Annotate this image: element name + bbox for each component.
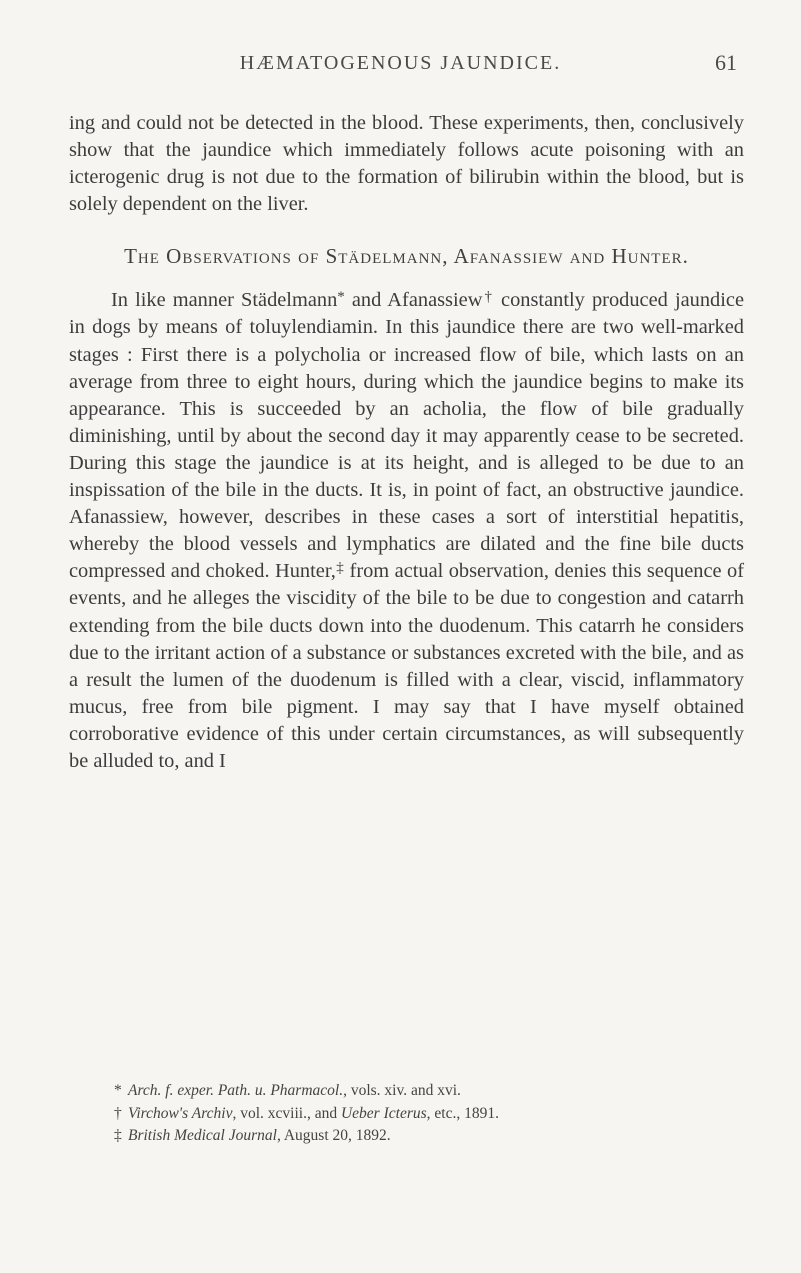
footnotes	[114, 1080, 754, 1148]
footnote	[114, 1103, 754, 1126]
paragraph-text: from actual observation, denies this sequence of events, and he alleges the viscidity of the bile to be due to congestion and catarrh extending from the bile ducts down into the duodenum. This catarrh he considers due to the irritant action of a substance or substances excreted with the bile, and as a result the lumen of the duodenum is filled with a clear, viscid, inflammatory mucus, free from bile pigment. I may say that I have myself obtained corroborative evidence of this under certain circumstances, as will subsequently be alluded to, and I	[69, 560, 744, 772]
page-number: 61	[715, 50, 737, 75]
footnote-ref-1: *	[337, 289, 345, 306]
footnote-mark: †	[114, 1104, 122, 1122]
footnote-mark: ‡	[114, 1127, 122, 1144]
footnote-ref-2: †	[482, 289, 494, 306]
section-heading: The Observations of Städelmann, Afanassiew and Hunter.	[124, 244, 689, 269]
paragraph-text: and Afanassiew	[344, 289, 483, 312]
paragraph-observations	[69, 287, 744, 775]
paragraph-text: constantly produced jaundice in dogs by means of toluylendiamin. In this jaundice there are two well-marked stages : First there is a polycholia or increased flow of bile, which lasts on an average from three to eight hours, during which the jaundice begins to make its appearance. This is succeeded by an acholia, the flow of bile gradually diminishing, until by about the second day it may apparently cease to be secreted. During this stage the jaundice is at its height, and is alleged to be due to an inspissation of the bile in the ducts. It is, in point of fact, an obstructive jaundice. Afanassiew, however, describes in these cases a sort of interstitial hepatitis, whereby the blood vessels and lymphatics are dilated and the fine bile ducts compressed and choked. Hunter,	[69, 289, 745, 583]
footnote-detail: , August 20, 1892.	[276, 1127, 391, 1144]
footnote-source: British Medical Journal	[128, 1127, 277, 1144]
paragraph-continuation: ing and could not be detected in the blood. These experiments, then, conclusively show that the jaundice which immediately follows acute poisoning with an icterogenic drug is not due to the formation of bilirubin within the blood, but is solely dependent on the liver.	[69, 112, 744, 216]
body-text	[69, 110, 744, 775]
paragraph-text: In like manner Städelmann	[111, 289, 338, 312]
footnote-source: Ueber Icterus	[340, 1104, 427, 1122]
footnote-detail: , vols. xiv. and xvi.	[343, 1082, 461, 1099]
footnote-source: Arch. f. exper. Path. u. Pharmacol.	[128, 1082, 344, 1099]
footnote-ref-3: ‡	[335, 560, 345, 577]
footnote	[114, 1080, 754, 1103]
footnote-detail: , etc., 1891.	[426, 1104, 499, 1122]
footnote-detail: , vol. xcviii., and	[232, 1104, 341, 1122]
footnote-mark: *	[114, 1082, 122, 1099]
running-title: HÆMATOGENOUS JAUNDICE.	[239, 52, 562, 74]
footnote	[114, 1125, 754, 1148]
footnote-source: Virchow's Archiv	[128, 1104, 233, 1122]
running-head	[0, 52, 801, 86]
